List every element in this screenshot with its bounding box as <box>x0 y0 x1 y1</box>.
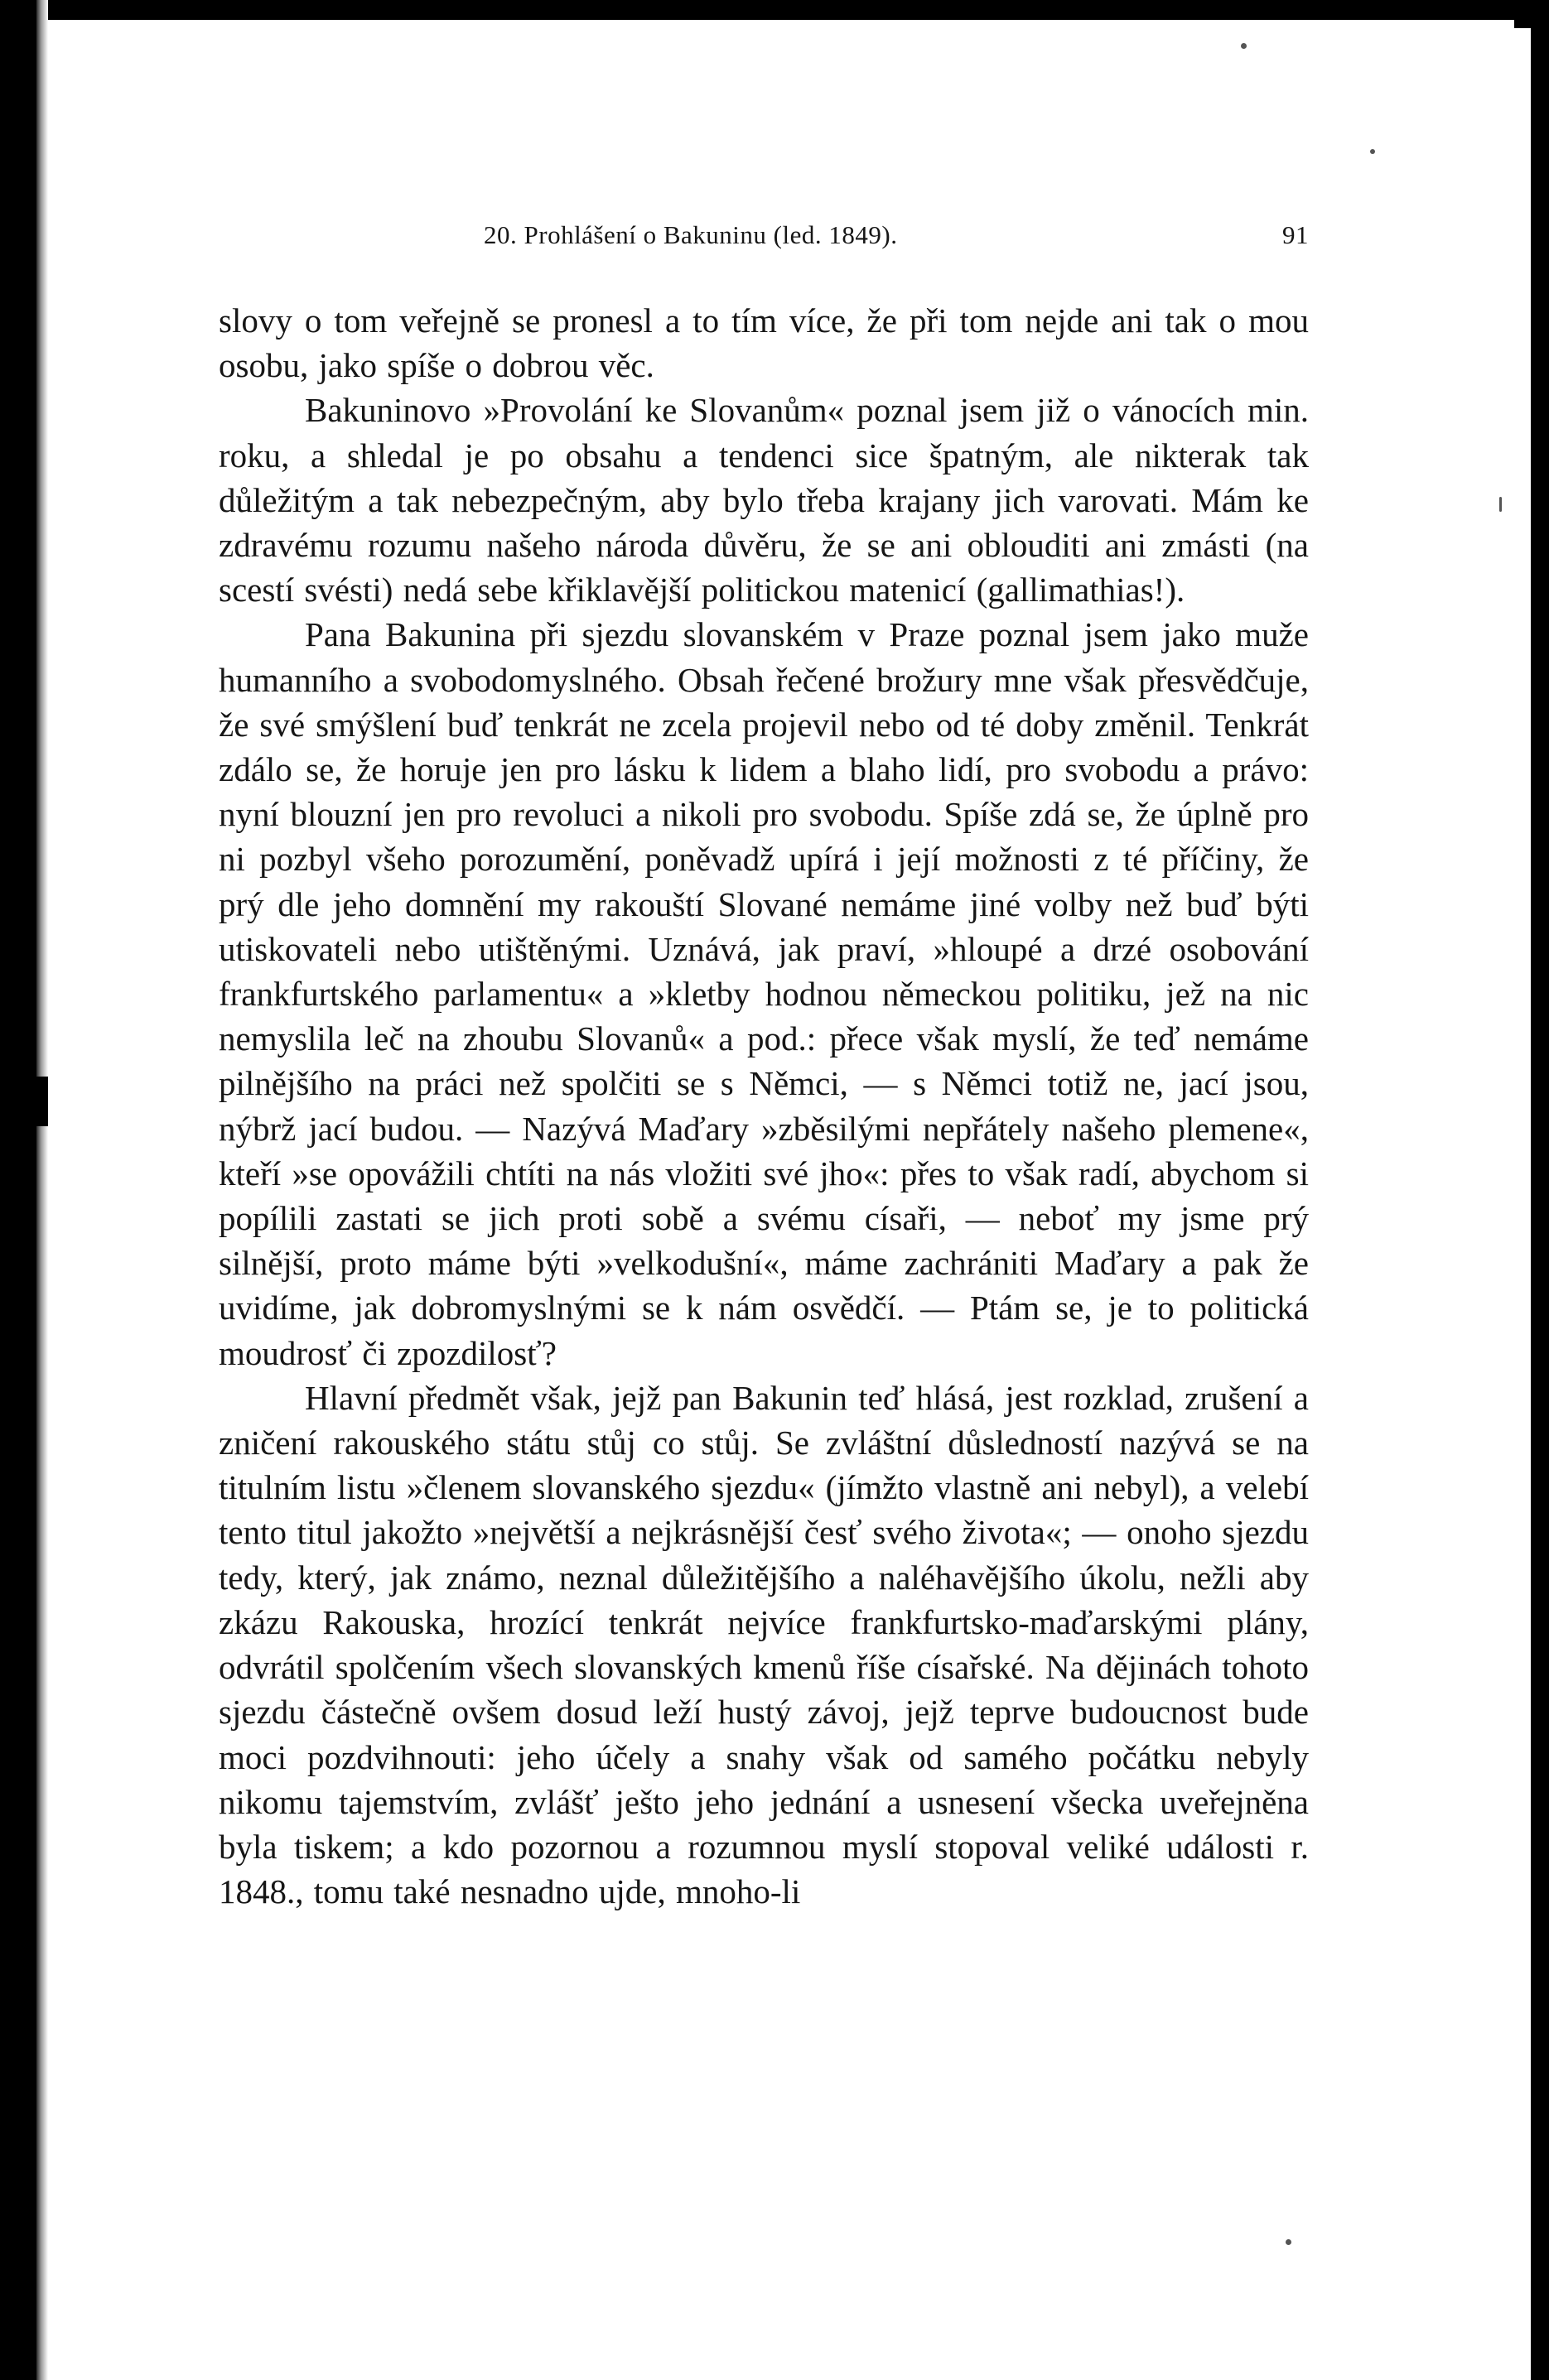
paragraph: Bakuninovo »Provolání ke Slovanům« poznal jsem již o vánocích min. roku, a shledal je po obsahu a tendenci sice špatným, ale nikterak tak důležitým a tak nebezpečným, aby bylo třeba krajany jich varovati. Mám ke zdravému rozumu našeho národa důvěru, že se ani oblouditi ani zmásti (na scestí svésti) nedá sebe křiklavější politickou matenicí (gallimathias!). <box>219 391 1309 609</box>
scan-top-border <box>0 0 1549 20</box>
scan-speck <box>1499 497 1502 512</box>
scan-right-corner <box>1514 20 1531 28</box>
book-page <box>219 220 1309 1914</box>
scan-right-border <box>1531 0 1549 2380</box>
paragraph: Pana Bakunina při sjezdu slovanském v Praze poznal jsem jako muže humanního a svobodomyslného. Obsah řečené brožury mne však přesvědčuje, že své smýšlení buď tenkrát ne zcela projevil nebo od té doby změnil. Tenkrát zdálo se, že horuje jen pro lásku k lidem a blaho lidí, pro svobodu a právo: nyní blouzní jen pro revoluci a nikoli pro svobodu. Spíše zdá se, že úplně pro ni pozbyl všeho porozumění, poněvadž upírá i její možnosti z té příčiny, že prý dle jeho domnění my rakouští Slované nemáme jiné volby než buď býti utiskovateli nebo utištěnými. Uznává, jak praví, »hloupé a drzé osobování frankfurtského parlamentu« a »kletby hodnou německou politiku, jež na nic nemyslila leč na zhoubu Slovanů« a pod.: přece však myslí, že teď nemáme pilnějšího na práci než spolčiti se s Němci, — s Němci totiž ne, jací jsou, nýbrž jací budou. — Nazývá Maďary »zběsilými nepřátely našeho plemene«, kteří »se opovážili chtíti na nás vložiti své jho«: přes to však radí, abychom si popílili zastati se jich proti sobě a svému císaři, — neboť my jsme prý silnější, proto máme býti »velkodušní«, máme zachrániti Maďary a pak že uvidíme, jak dobromyslnými se k nám osvědčí. — Ptám se, je to politická moudrosť či zpozdilosť? <box>219 615 1309 1372</box>
paragraph: Hlavní předmět však, jejž pan Bakunin teď hlásá, jest rozklad, zrušení a zničení rakouského státu stůj co stůj. Se zvláštní důsledností nazývá se na titulním listu »členem slovanského sjezdu« (jímžto vlastně ani nebyl), a velebí tento titul jakožto »největší a nejkrásnější česť svého života«; — onoho sjezdu tedy, který, jak známo, neznal důležitějšího a naléhavějšího úkolu, nežli aby zkázu Rakouska, hrozící tenkrát nejvíce frankfurtsko-maďarskými plány, odvrátil spolčením všech slovanských kmenů říše císařské. Na dějinách tohoto sjezdu částečně ovšem dosud leží hustý závoj, jejž teprve budoucnost bude moci pozdvihnouti: jeho účely a snahy však od samého počátku nebyly nikomu tajemstvím, zvlášť ješto jeho jednání a usnesení všecka uveřejněna byla tiskem; a kdo pozornou a rozumnou myslí stopoval veliké události r. 1848., tomu také nesnadno ujde, mnoho-li <box>219 1378 1309 1911</box>
paragraph: slovy o tom veřejně se pronesl a to tím více, že při tom nejde ani tak o mou osobu, jako spíše o dobrou věc. <box>219 301 1309 385</box>
scan-left-border <box>0 0 36 2380</box>
scan-left-notch <box>36 1077 48 1126</box>
scan-speck <box>1286 2239 1291 2245</box>
scan-speck <box>1241 43 1247 49</box>
body-text <box>219 298 1309 1914</box>
scan-speck <box>1370 149 1375 154</box>
running-head <box>219 220 1309 258</box>
scan-left-shadow <box>36 0 48 2380</box>
running-title: 20. Prohlášení o Bakuninu (led. 1849). <box>484 220 898 249</box>
page-number: 91 <box>1282 220 1309 249</box>
